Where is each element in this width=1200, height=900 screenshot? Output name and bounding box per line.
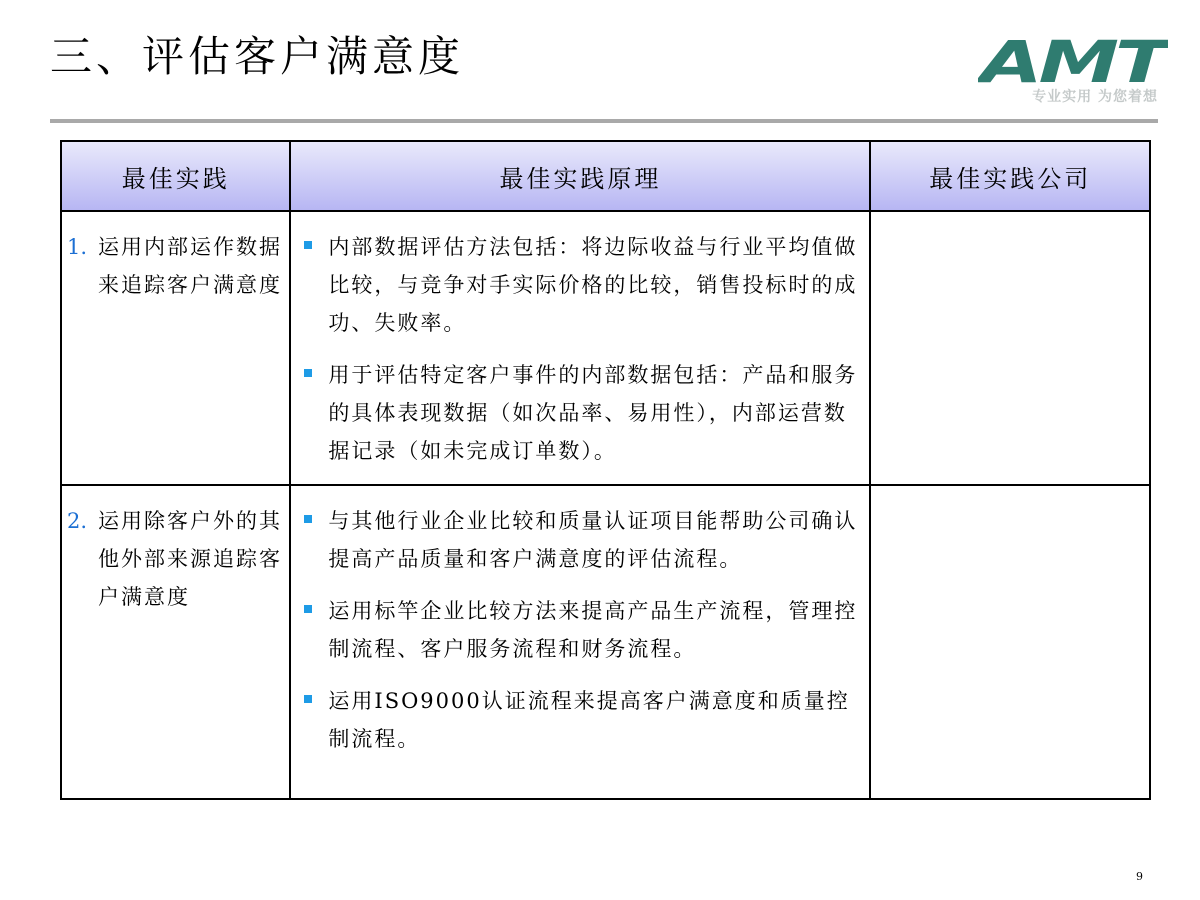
practice-text: 运用内部运作数据来追踪客户满意度 xyxy=(98,235,282,297)
principle-text: 用于评估特定客户事件的内部数据包括：产品和服务的具体表现数据（如次品率、易用性），内部运营数据记录（如未完成订单数）。 xyxy=(328,363,858,463)
company-cell xyxy=(870,211,1150,485)
page-title: 三、评估客户满意度 xyxy=(50,32,465,81)
principle-item xyxy=(299,502,859,578)
principle-text: 运用ISO9000认证流程来提高客户满意度和质量控制流程。 xyxy=(328,689,850,751)
logo-tagline: 专业实用 为您着想 xyxy=(1032,89,1158,105)
bullet-square-icon xyxy=(304,241,312,249)
row-number: 1. xyxy=(67,235,88,259)
principle-cell xyxy=(290,485,870,799)
table-row xyxy=(61,211,1150,485)
amt-logo xyxy=(978,32,1168,110)
bullet-square-icon xyxy=(304,605,312,613)
principle-text: 与其他行业企业比较和质量认证项目能帮助公司确认提高产品质量和客户满意度的评估流程。 xyxy=(328,509,858,571)
header-company: 最佳实践公司 xyxy=(870,141,1150,211)
logo-text: AMT xyxy=(978,32,1168,88)
practice-cell xyxy=(61,211,290,485)
principle-item xyxy=(299,356,859,470)
header-best-practice: 最佳实践 xyxy=(61,141,290,211)
best-practice-table xyxy=(60,140,1151,800)
header-principle: 最佳实践原理 xyxy=(290,141,870,211)
practice-cell xyxy=(61,485,290,799)
principle-cell xyxy=(290,211,870,485)
amt-logo-mark xyxy=(978,32,1168,88)
practice-text: 运用除客户外的其他外部来源追踪客户满意度 xyxy=(98,509,282,609)
bullet-square-icon xyxy=(304,695,312,703)
principle-item xyxy=(299,228,859,342)
table-header-row xyxy=(61,141,1150,211)
bullet-square-icon xyxy=(304,515,312,523)
principle-item xyxy=(299,682,859,758)
table-row xyxy=(61,485,1150,799)
principle-item xyxy=(299,592,859,668)
row-number: 2. xyxy=(67,509,88,533)
page-number: 9 xyxy=(1136,870,1143,883)
principle-text: 内部数据评估方法包括：将边际收益与行业平均值做比较，与竞争对手实际价格的比较，销售投标时的成功、失败率。 xyxy=(328,235,858,335)
title-divider xyxy=(50,119,1158,123)
bullet-square-icon xyxy=(304,369,312,377)
company-cell xyxy=(870,485,1150,799)
principle-text: 运用标竿企业比较方法来提高产品生产流程，管理控制流程、客户服务流程和财务流程。 xyxy=(328,599,858,661)
